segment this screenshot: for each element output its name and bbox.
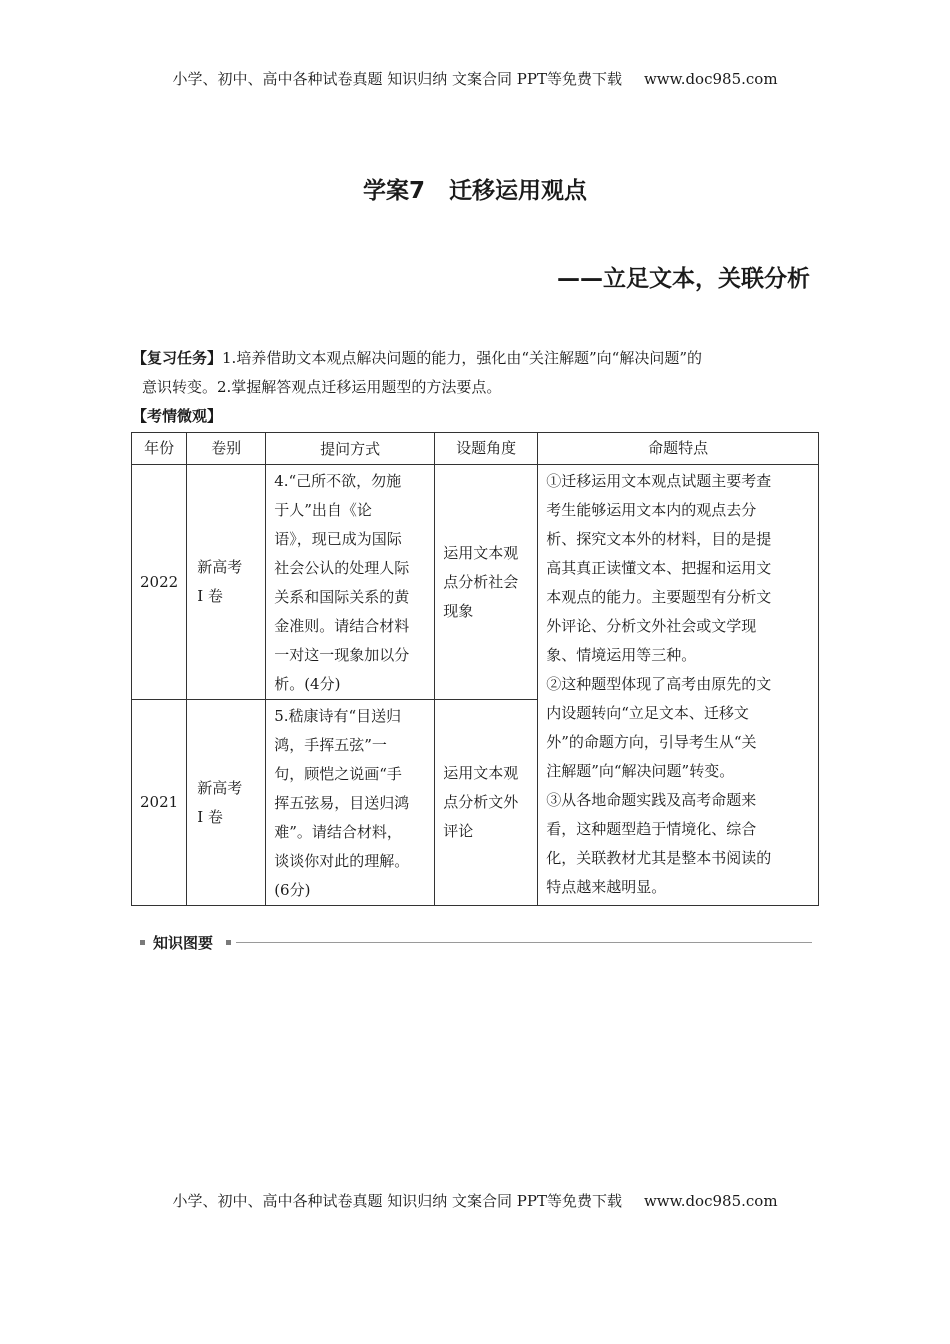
row-volume-line2: Ⅰ 卷 (197, 587, 223, 605)
page-subtitle: ——立足文本，关联分析 (557, 266, 810, 292)
table-header-row (132, 433, 819, 465)
review-task (132, 344, 822, 402)
feature-line: 外评论、分析文外社会或文学现 (546, 617, 757, 635)
section-marker-right (226, 940, 231, 945)
angle-line: 运用文本观 (443, 764, 519, 782)
exam-table (131, 432, 819, 906)
feature-line: ①迁移运用文本观点试题主要考查 (546, 472, 772, 490)
angle-line: 评论 (443, 822, 474, 840)
feature-line: ③从各地命题实践及高考命题来 (546, 791, 757, 809)
question-line: 语》，现已成为国际 (274, 530, 402, 548)
question-line: 析。(4分) (274, 675, 341, 693)
row-question (266, 465, 435, 700)
question-line: 鸿，手挥五弦”一 (274, 736, 387, 754)
row-volume-line1: 新高考 (197, 558, 243, 576)
feature-line: 高其真正读懂文本、把握和运用文 (546, 559, 772, 577)
question-line: 于人”出自《论 (274, 501, 372, 519)
footer-left-text: 小学、初中、高中各种试卷真题 知识归纳 文案合同 PPT等免费下载 (172, 1192, 622, 1210)
table-row (132, 465, 819, 700)
question-line: 难”。请结合材料， (274, 823, 402, 841)
angle-line: 现象 (443, 601, 474, 620)
feature-line: 化，关联教材尤其是整本书阅读的 (546, 849, 772, 867)
feature-line: 特点越来越明显。 (546, 878, 667, 896)
feature-line: 看，这种题型趋于情境化、综合 (546, 820, 757, 838)
header-year: 年份 (132, 433, 187, 465)
feature-line: 考生能够运用文本内的观点去分 (546, 501, 757, 519)
footer-url[interactable]: www.doc985.com (643, 1192, 778, 1210)
angle-line: 运用文本观 (443, 543, 519, 562)
question-line: 挥五弦易，目送归鸿 (274, 794, 410, 812)
angle-line: 点分析文外 (443, 793, 519, 811)
row-angle (435, 465, 538, 700)
header-features: 命题特点 (538, 433, 819, 465)
header-url[interactable]: www.doc985.com (643, 70, 778, 88)
title-main: 学案7 (362, 178, 425, 204)
question-line: 社会公认的处理人际 (274, 559, 410, 577)
feature-line: 外”的命题方向，引导考生从“关 (546, 733, 757, 751)
row-year: 2022 (132, 465, 187, 700)
header-angle: 设题角度 (435, 433, 538, 465)
page-title (0, 172, 950, 205)
row-volume (187, 465, 266, 700)
feature-line: 注解题”向“解决问题”转变。 (546, 762, 735, 780)
row-angle (435, 700, 538, 906)
features-cell (538, 465, 819, 906)
review-task-label: 【复习任务】 (132, 349, 223, 367)
feature-line: 象、情境运用等三种。 (546, 646, 697, 664)
page-header (0, 68, 950, 89)
question-line: 4.“己所不欲，勿施 (274, 472, 402, 490)
feature-line: 析、探究文本外的材料，目的是提 (546, 530, 772, 548)
section-marker-left (140, 940, 145, 945)
question-line: 关系和国际关系的黄 (274, 588, 410, 606)
row-volume-line1: 新高考 (197, 778, 243, 797)
section-divider (236, 942, 812, 943)
title-topic: 迁移运用观点 (449, 178, 587, 204)
feature-line: 本观点的能力。主要题型有分析文 (546, 588, 772, 606)
question-line: 谈谈你对此的理解。 (274, 852, 410, 870)
header-question: 提问方式 (266, 433, 435, 465)
review-task-line1: 1.培养借助文本观点解决问题的能力，强化由“关注解题”向“解决问题”的 (222, 349, 703, 367)
feature-line: 内设题转向“立足文本、迁移文 (546, 704, 749, 722)
question-line: 一对这一现象加以分 (274, 646, 410, 664)
row-volume-line2: Ⅰ 卷 (197, 807, 223, 826)
question-line: (6分) (274, 881, 311, 899)
question-line: 句，顾恺之说画“手 (274, 765, 402, 783)
feature-line: ②这种题型体现了高考由原先的文 (546, 675, 772, 693)
row-volume (187, 700, 266, 906)
knowledge-section-header (140, 932, 812, 954)
row-year: 2021 (132, 700, 187, 906)
review-task-line2: 意识转变。2.掌握解答观点迁移运用题型的方法要点。 (142, 378, 502, 396)
row-question (266, 700, 435, 906)
header-left-text: 小学、初中、高中各种试卷真题 知识归纳 文案合同 PPT等免费下载 (172, 70, 622, 88)
angle-line: 点分析社会 (443, 572, 519, 591)
question-line: 金准则。请结合材料 (274, 617, 410, 635)
knowledge-section-title: 知识图要 (153, 934, 214, 952)
header-volume: 卷别 (187, 433, 266, 465)
exam-section-label: 【考情微观】 (132, 407, 223, 425)
question-line: 5.嵇康诗有“目送归 (274, 707, 402, 725)
page-footer (0, 1190, 950, 1211)
